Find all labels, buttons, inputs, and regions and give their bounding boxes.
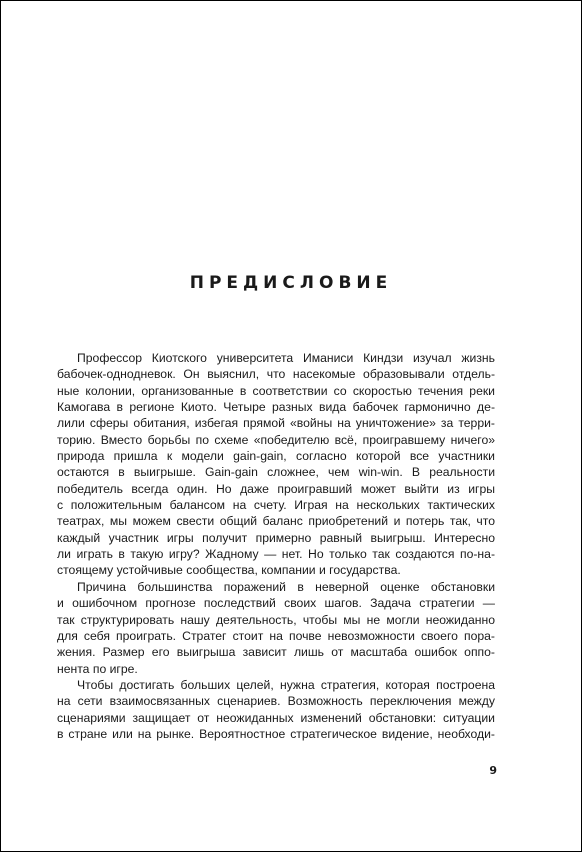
chapter-title: ПРЕДИСЛОВИЕ: [189, 273, 393, 293]
text-line: Профессор Киотского университета Иманиси Киндзи изучал жизнь: [77, 351, 495, 365]
text-line: нента по игре.: [57, 661, 138, 676]
text-line: бабочек-однодневок. Он выяснил, что насекомые образовывали отдель-: [57, 367, 495, 382]
text-line: торию. Вместо борьбы по схеме «победителю всё, проигравшему ничего»: [57, 432, 495, 447]
text-line: так структурировать нашу деятельность, чтобы мы не могли неожиданно: [57, 612, 495, 627]
text-line: Камогава в регионе Киото. Четыре разных вида бабочек гармонично де-: [57, 400, 495, 415]
text-line: в стране или на рынке. Вероятностное стратегическое видение, необходи-: [57, 726, 495, 741]
paragraph: [57, 579, 495, 677]
paragraph: [57, 350, 495, 579]
text-line: с положительным балансом на счету. Играя на нескольких тактических: [57, 498, 495, 513]
text-line: остаются в выигрыше. Gain-gain сложнее, чем win-win. В реальности: [57, 465, 495, 480]
text-line: ли играть в такую игру? Жадному — нет. Но только так создаются по-на-: [57, 547, 495, 562]
text-line: и ошибочном прогнозе последствий своих шагов. Задача стратегии —: [57, 596, 495, 611]
text-line: лили сферы обитания, избегая прямой «войны на уничтожение» за терри-: [57, 416, 495, 431]
text-line: стоящему устойчивые сообщества, компании и государства.: [57, 563, 401, 578]
text-line: природа пришла к модели gain-gain, согласно которой все участники: [57, 449, 495, 464]
text-line: сценариями защищает от неожиданных изменений обстановки: ситуации: [57, 710, 495, 725]
page-number: 9: [489, 764, 497, 777]
body-text: [57, 350, 495, 742]
text-line: для себя проиграть. Стратег стоит на почве невозможности своего пора-: [57, 628, 495, 643]
paragraph: [57, 677, 495, 742]
text-line: на сети взаимосвязанных сценариев. Возможность переключения между: [57, 694, 495, 709]
text-line: театрах, мы можем свести общий баланс приобретений и потерь так, что: [57, 514, 495, 529]
text-line: жения. Размер его выигрыша зависит лишь от масштаба ошибок оппо-: [57, 645, 495, 660]
text-line: Причина большинства поражений в неверной оценке обстановки: [77, 579, 495, 594]
text-line: победитель всегда один. Но даже проигравший может выйти из игры: [57, 481, 495, 496]
text-line: Чтобы достигать больших целей, нужна стратегия, которая построена: [77, 677, 495, 692]
text-line: ные колонии, организованные в соответствии со скоростью течения реки: [57, 383, 495, 398]
text-line: каждый участник игры получит примерно равный выигрыш. Интересно: [57, 530, 495, 545]
